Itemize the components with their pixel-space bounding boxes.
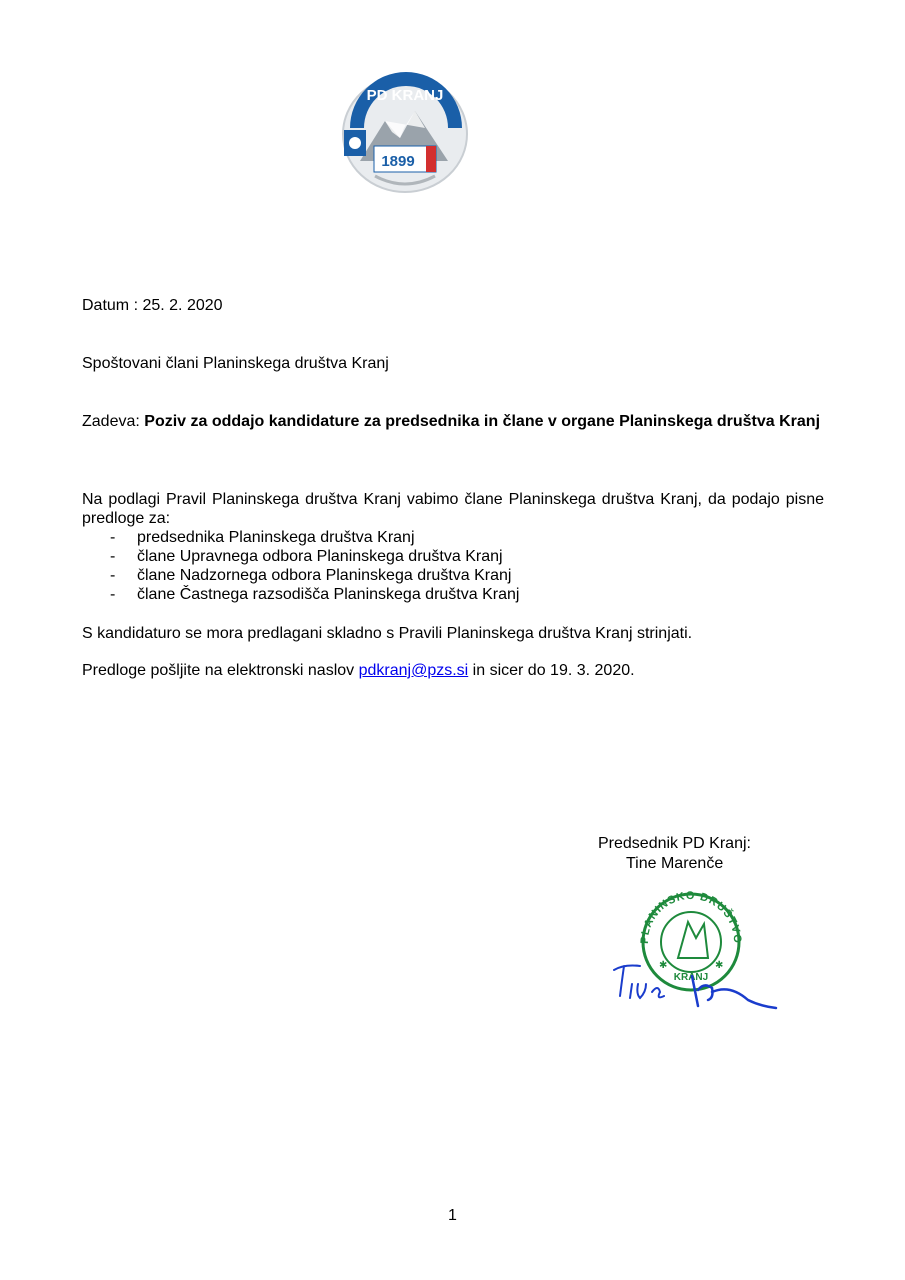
list-item: - člane Častnega razsodišča Planinskega društva Kranj: [110, 586, 520, 603]
letter-greeting: Spoštovani člani Planinskega društva Kranj: [82, 355, 389, 372]
email-link[interactable]: pdkranj@pzs.si: [358, 662, 469, 679]
subject-label: Zadeva:: [82, 413, 145, 430]
consent-note: S kandidaturo se mora predlagani skladno s Pravili Planinskega društva Kranj strinjati.: [82, 625, 693, 642]
signature-title: Predsednik PD Kranj:: [598, 835, 751, 852]
svg-text:✱: ✱: [659, 960, 668, 971]
list-item: - predsednika Planinskega društva Kranj: [110, 529, 415, 546]
svg-text:✱: ✱: [715, 960, 724, 971]
svg-text:PD KRANJ: PD KRANJ: [366, 87, 444, 104]
club-stamp: [600, 880, 790, 1020]
letter-intro: Na podlagi Pravil Planinskega društva Kranj vabimo člane Planinskega društva Kranj, da podajo pisne predloge za:: [82, 491, 824, 527]
list-bullet: -: [110, 567, 116, 584]
send-instructions: Predloge pošljite na elektronski naslov pdkranj@pzs.si in sicer do 19. 3. 2020.: [82, 662, 635, 679]
svg-text:PLANINSKO DRUŠTVO: PLANINSKO DRUŠTVO: [638, 889, 744, 945]
list-bullet: -: [110, 548, 116, 565]
svg-text:1899: 1899: [381, 153, 415, 170]
page-number: 1: [448, 1207, 457, 1224]
pd-kranj-logo: [330, 66, 480, 196]
list-item: - člane Nadzornega odbora Planinskega društva Kranj: [110, 567, 512, 584]
letter-subject: [82, 412, 824, 431]
subject-text: Poziv za oddajo kandidature za predsednika in člane v organe Planinskega društva Kranj: [144, 413, 821, 430]
nomination-list: [82, 528, 519, 604]
list-item: - člane Upravnega odbora Planinskega društva Kranj: [110, 548, 503, 565]
signature-name: Tine Marenče: [626, 855, 724, 872]
list-bullet: -: [110, 586, 116, 603]
list-bullet: -: [110, 529, 116, 546]
letter-date: Datum : 25. 2. 2020: [82, 297, 223, 314]
svg-text:KRANJ: KRANJ: [673, 972, 709, 983]
